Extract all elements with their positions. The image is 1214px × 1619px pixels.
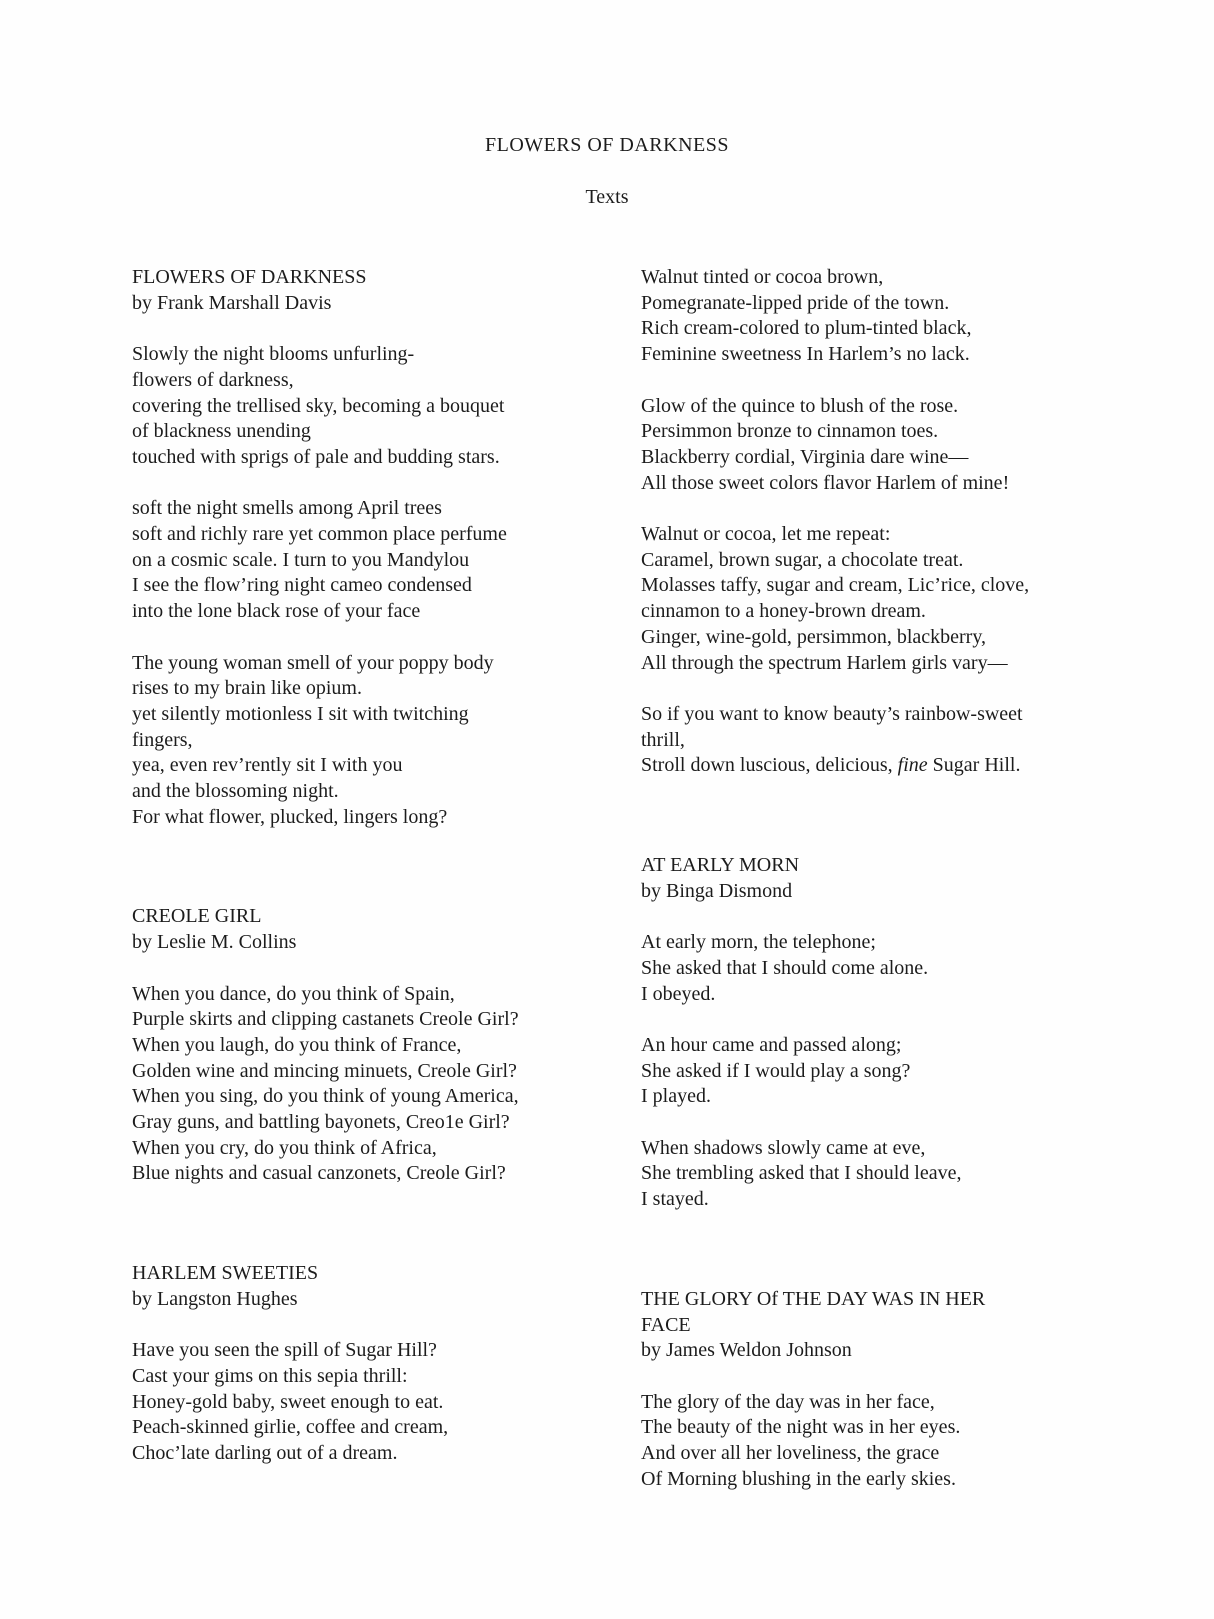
poem-line: Molasses taffy, sugar and cream, Lic’rice, clove, bbox=[641, 574, 1030, 597]
poem-title: HARLEM SWEETIES bbox=[132, 1262, 319, 1285]
poem-line: She trembling asked that I should leave, bbox=[641, 1162, 962, 1185]
poem bbox=[641, 1287, 1201, 1493]
poem-line: At early morn, the telephone; bbox=[641, 931, 876, 954]
stanza bbox=[132, 1338, 692, 1467]
poem-line: And over all her loveliness, the grace bbox=[641, 1442, 940, 1465]
poem-line: soft and richly rare yet common place perfume bbox=[132, 523, 507, 545]
poem bbox=[132, 1261, 692, 1467]
poem-line: When shadows slowly came at eve, bbox=[641, 1136, 926, 1159]
poem bbox=[641, 853, 1201, 1213]
poem-line: Blackberry cordial, Virginia dare wine— bbox=[641, 445, 969, 468]
text-segment: Stroll down luscious, delicious, bbox=[641, 754, 898, 777]
poem-line: When you cry, do you think of Africa, bbox=[132, 1136, 437, 1159]
poem-title: CREOLE GIRL bbox=[132, 905, 262, 928]
poem-line: The young woman smell of your poppy body bbox=[132, 651, 494, 674]
poem-line: She asked that I should come alone. bbox=[641, 956, 929, 979]
poem-line: Purple skirts and clipping castanets Creole Girl? bbox=[132, 1008, 519, 1031]
poem-line: Walnut or cocoa, let me repeat: bbox=[641, 523, 891, 545]
poem-line: Ginger, wine-gold, persimmon, blackberry, bbox=[641, 625, 987, 648]
poem-title: AT EARLY MORN bbox=[641, 854, 800, 877]
poem-author: by Frank Marshall Davis bbox=[132, 291, 332, 314]
poem-line: She asked if I would play a song? bbox=[641, 1059, 911, 1082]
right-column bbox=[641, 265, 1201, 1492]
poem-line: Pomegranate-lipped pride of the town. bbox=[641, 291, 950, 314]
poem-title: FACE bbox=[641, 1313, 691, 1336]
stanza bbox=[641, 394, 1201, 497]
poem-line: Golden wine and mincing minuets, Creole Girl? bbox=[132, 1059, 517, 1082]
stanza bbox=[641, 930, 1201, 1007]
poem-line: The beauty of the night was in her eyes. bbox=[641, 1416, 961, 1439]
stanza bbox=[641, 702, 1201, 779]
document-subtitle: Texts bbox=[585, 186, 629, 208]
poem-line: into the lone black rose of your face bbox=[132, 600, 421, 623]
poem-line: Slowly the night blooms unfurling- bbox=[132, 343, 415, 366]
poem-line: Have you seen the spill of Sugar Hill? bbox=[132, 1339, 437, 1362]
poem-line: yet silently motionless I sit with twitching bbox=[132, 702, 469, 725]
poem-line: All those sweet colors flavor Harlem of mine! bbox=[641, 471, 1010, 494]
text-segment: Sugar Hill. bbox=[927, 754, 1021, 777]
poem-line: and the blossoming night. bbox=[132, 780, 339, 803]
poem-line bbox=[641, 753, 1201, 779]
poem-author: by Langston Hughes bbox=[132, 1287, 298, 1310]
poem-line: The glory of the day was in her face, bbox=[641, 1390, 935, 1413]
poem-line: cinnamon to a honey-brown dream. bbox=[641, 600, 926, 623]
poem-line: Glow of the quince to blush of the rose. bbox=[641, 394, 959, 417]
stanza bbox=[641, 1033, 1201, 1110]
poem-line: Cast your gims on this sepia thrill: bbox=[132, 1364, 408, 1387]
poem-line: Of Morning blushing in the early skies. bbox=[641, 1467, 956, 1490]
stanza bbox=[132, 651, 692, 831]
poem-line: thrill, bbox=[641, 728, 685, 751]
poem-line: For what flower, plucked, lingers long? bbox=[132, 805, 448, 828]
poem bbox=[132, 904, 692, 1187]
poem-line: fingers, bbox=[132, 728, 193, 751]
stanza bbox=[641, 1136, 1201, 1213]
left-column bbox=[132, 265, 692, 1467]
poem-line: When you dance, do you think of Spain, bbox=[132, 982, 455, 1005]
stanza bbox=[641, 265, 1201, 368]
poem-line: Gray guns, and battling bayonets, Creo1e Girl? bbox=[132, 1111, 510, 1134]
poem bbox=[132, 265, 692, 830]
poem-line: I stayed. bbox=[641, 1188, 709, 1211]
poem-line: Feminine sweetness In Harlem’s no lack. bbox=[641, 343, 970, 366]
italic-word: fine bbox=[897, 754, 928, 777]
poem-author: by Leslie M. Collins bbox=[132, 931, 297, 954]
poem-line: When you laugh, do you think of France, bbox=[132, 1033, 462, 1056]
poem-line: touched with sprigs of pale and budding stars. bbox=[132, 445, 500, 468]
poem-author: by Binga Dismond bbox=[641, 879, 793, 902]
poem-line: Honey-gold baby, sweet enough to eat. bbox=[132, 1390, 444, 1413]
stanza bbox=[132, 496, 692, 625]
poem-line: Blue nights and casual canzonets, Creole Girl? bbox=[132, 1162, 506, 1185]
poem-title: THE GLORY Of THE DAY WAS IN HER bbox=[641, 1287, 986, 1310]
poem-line: Persimmon bronze to cinnamon toes. bbox=[641, 420, 939, 443]
stanza bbox=[132, 342, 692, 471]
document-title: FLOWERS OF DARKNESS bbox=[485, 134, 729, 156]
poem-line: I played. bbox=[641, 1085, 711, 1108]
poem-author: by James Weldon Johnson bbox=[641, 1339, 852, 1362]
poem-line: An hour came and passed along; bbox=[641, 1033, 902, 1056]
poem-line: Walnut tinted or cocoa brown, bbox=[641, 266, 884, 288]
poem-line: on a cosmic scale. I turn to you Mandylou bbox=[132, 548, 470, 571]
poem bbox=[641, 265, 1201, 779]
poem-line: of blackness unending bbox=[132, 420, 311, 443]
poem-line: Caramel, brown sugar, a chocolate treat. bbox=[641, 548, 964, 571]
poem-title: FLOWERS OF DARKNESS bbox=[132, 266, 367, 288]
stanza bbox=[641, 1390, 1201, 1493]
stanza bbox=[641, 522, 1201, 676]
poem-line: I see the flow’ring night cameo condensed bbox=[132, 574, 472, 597]
poem-line: Peach-skinned girlie, coffee and cream, bbox=[132, 1416, 449, 1439]
poem-line: flowers of darkness, bbox=[132, 368, 294, 391]
poem-line: soft the night smells among April trees bbox=[132, 497, 442, 520]
poem-line: yea, even rev’rently sit I with you bbox=[132, 754, 403, 777]
poem-line: All through the spectrum Harlem girls vary— bbox=[641, 651, 1008, 674]
poem-line: When you sing, do you think of young America, bbox=[132, 1085, 519, 1108]
poem-line: I obeyed. bbox=[641, 982, 716, 1005]
stanza bbox=[132, 982, 692, 1188]
poem-line: rises to my brain like opium. bbox=[132, 677, 362, 700]
poem-line: Rich cream-colored to plum-tinted black, bbox=[641, 317, 972, 340]
poem-line: So if you want to know beauty’s rainbow-sweet bbox=[641, 702, 1023, 725]
poem-line: covering the trellised sky, becoming a bouquet bbox=[132, 394, 505, 417]
poem-line: Choc’late darling out of a dream. bbox=[132, 1442, 398, 1465]
